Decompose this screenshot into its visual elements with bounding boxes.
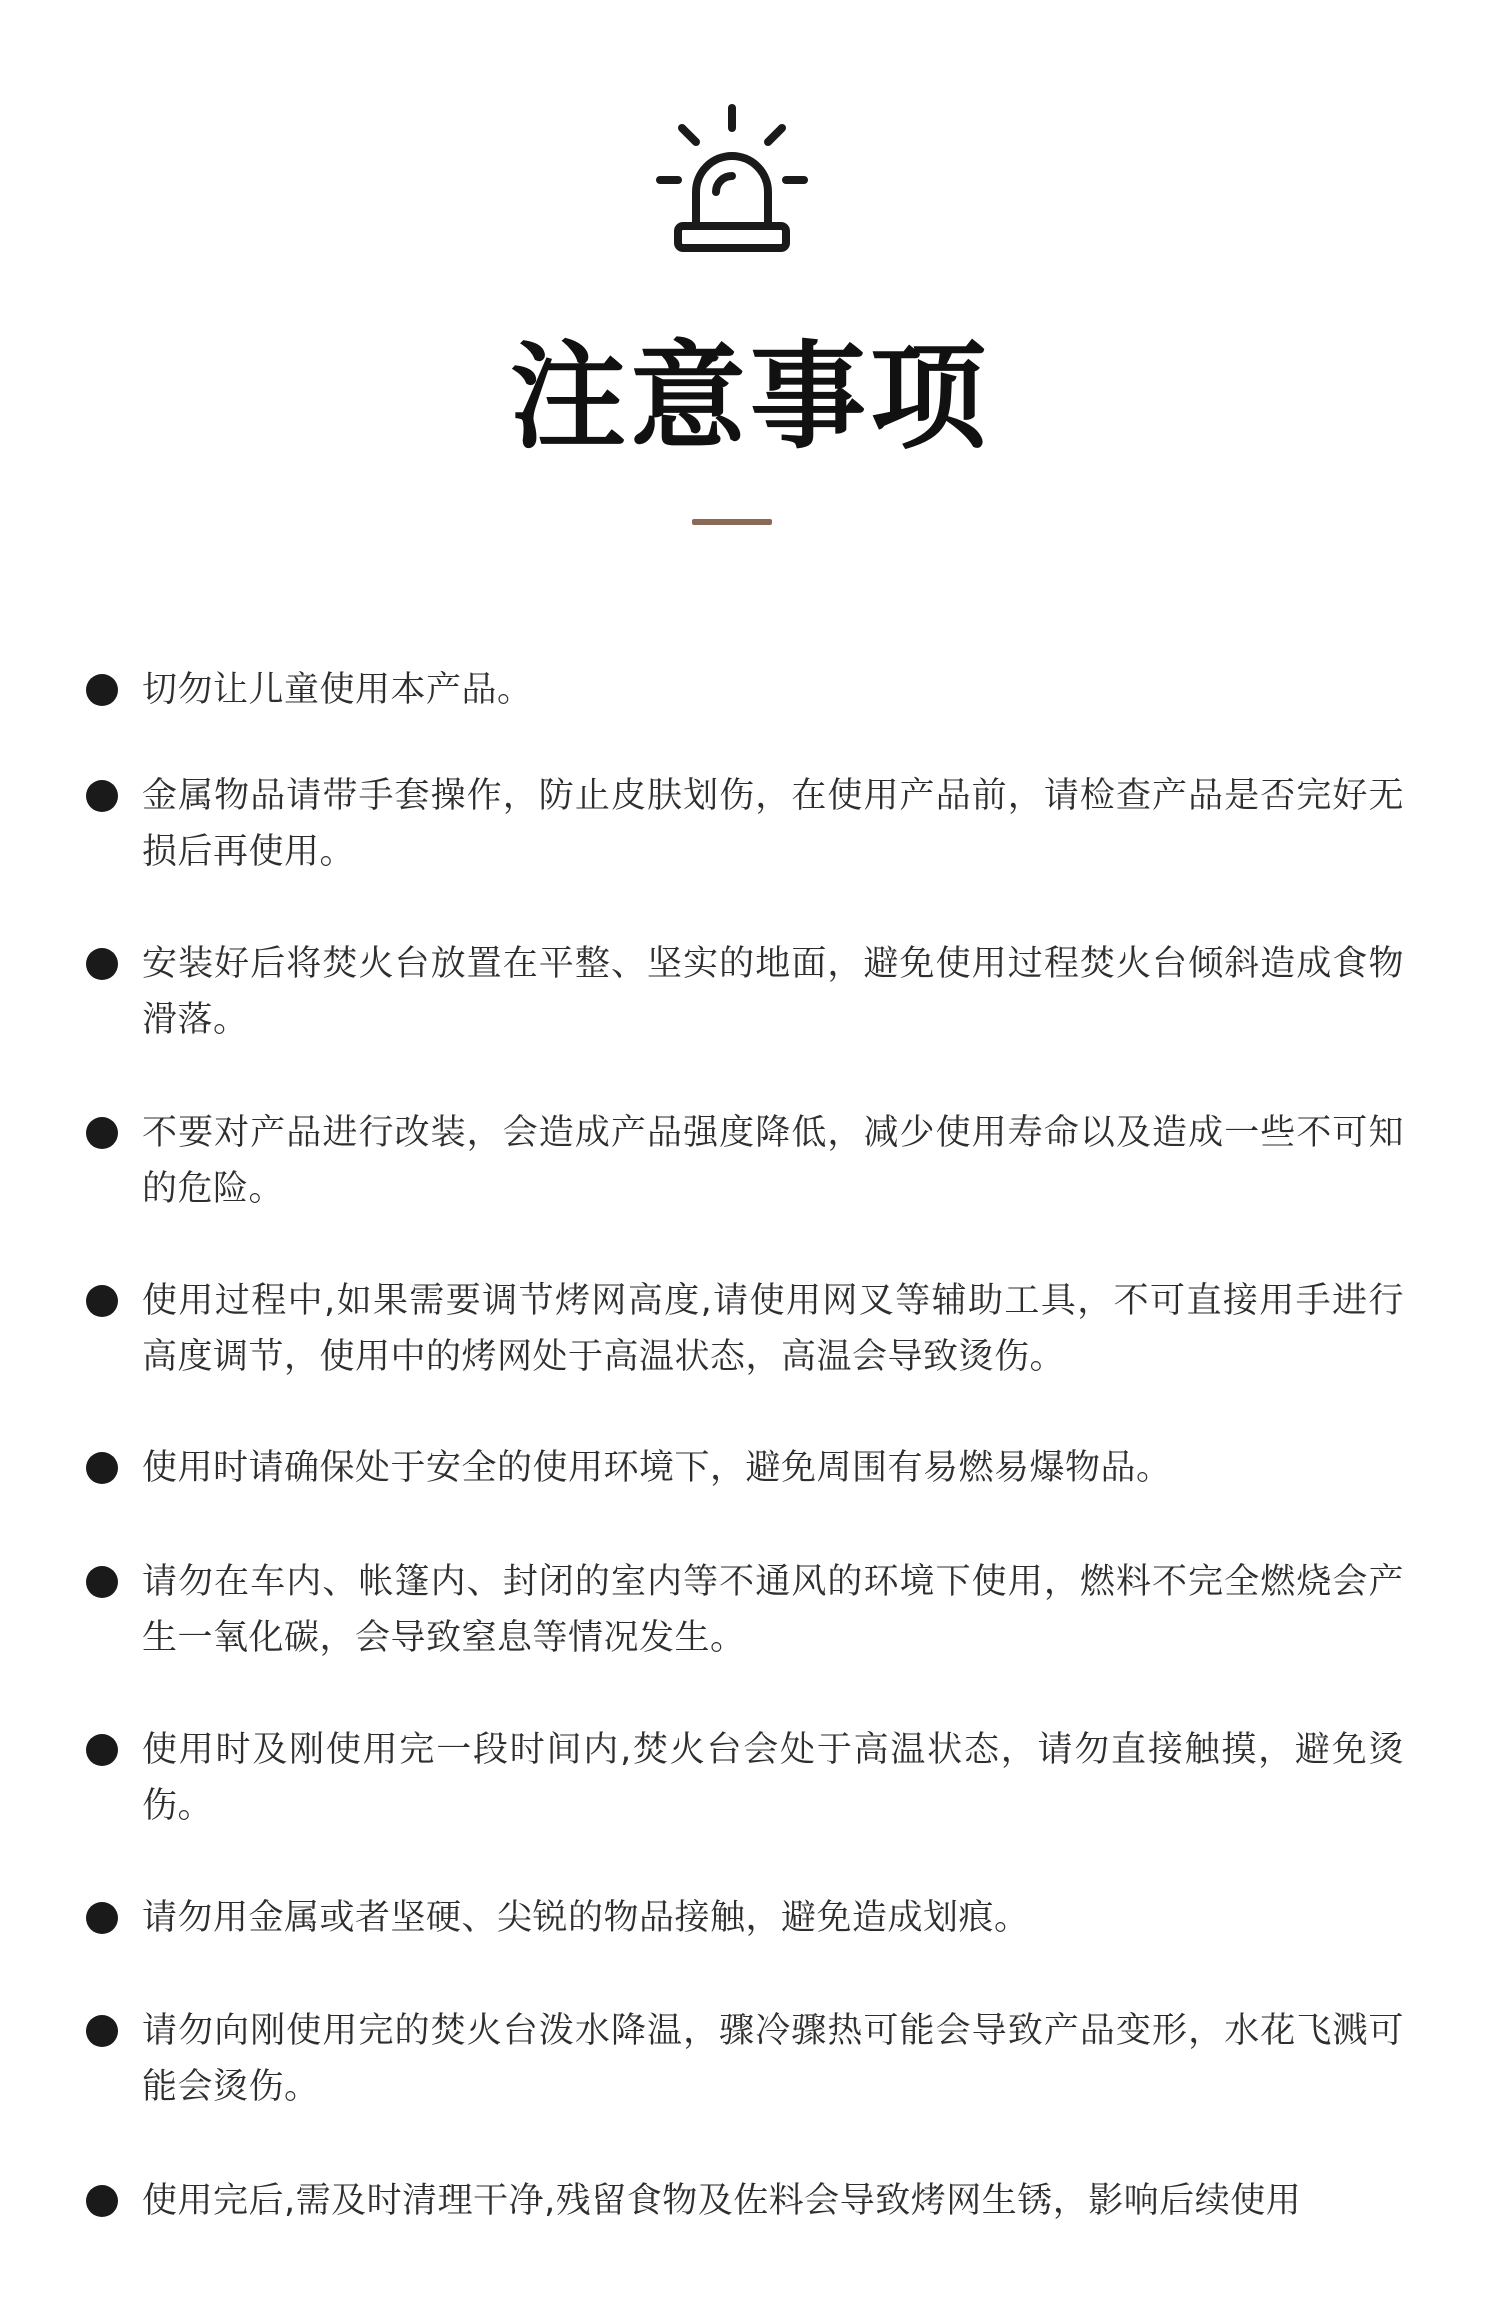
note-text: 请勿向刚使用完的焚火台泼水降温，骤冷骤热可能会导致产品变形，水花飞溅可能会烫伤。 bbox=[142, 2011, 1404, 2107]
bullet-icon bbox=[86, 780, 118, 812]
note-text: 使用完后,需及时清理干净,残留食物及佐料会导致烤网生锈，影响后续使用 bbox=[142, 2181, 1302, 2221]
bullet-icon bbox=[86, 1452, 118, 1484]
note-text: 使用时请确保处于安全的使用环境下，避免周围有易燃易爆物品。 bbox=[142, 1448, 1172, 1488]
note-text: 不要对产品进行改装，会造成产品强度降低，减少使用寿命以及造成一些不可知的危险。 bbox=[142, 1113, 1404, 1209]
bullet-icon bbox=[86, 2185, 118, 2217]
bullet-icon bbox=[86, 1285, 118, 1317]
note-text: 切勿让儿童使用本产品。 bbox=[142, 670, 533, 710]
bullet-icon bbox=[86, 2015, 118, 2047]
bullet-icon bbox=[86, 674, 118, 706]
bullet-icon bbox=[86, 948, 118, 980]
bullet-icon bbox=[86, 1566, 118, 1598]
note-text: 金属物品请带手套操作，防止皮肤划伤，在使用产品前，请检查产品是否完好无损后再使用。 bbox=[142, 776, 1404, 872]
note-text: 使用过程中,如果需要调节烤网高度,请使用网叉等辅助工具，不可直接用手进行高度调节，使用中的烤网处于高温状态，高温会导致烫伤。 bbox=[142, 1281, 1404, 1377]
bullet-icon bbox=[86, 1902, 118, 1934]
bullet-icon bbox=[86, 1734, 118, 1766]
page-title: 注意事项 bbox=[510, 330, 990, 465]
note-text: 安装好后将焚火台放置在平整、坚实的地面，避免使用过程焚火台倾斜造成食物滑落。 bbox=[142, 944, 1404, 1040]
note-text: 请勿在车内、帐篷内、封闭的室内等不通风的环境下使用，燃料不完全燃烧会产生一氧化碳，会导致窒息等情况发生。 bbox=[142, 1562, 1404, 1658]
note-text: 使用时及刚使用完一段时间内,焚火台会处于高温状态，请勿直接触摸，避免烫伤。 bbox=[142, 1730, 1404, 1826]
note-text: 请勿用金属或者坚硬、尖锐的物品接触，避免造成划痕。 bbox=[142, 1898, 1030, 1938]
bullet-icon bbox=[86, 1117, 118, 1149]
